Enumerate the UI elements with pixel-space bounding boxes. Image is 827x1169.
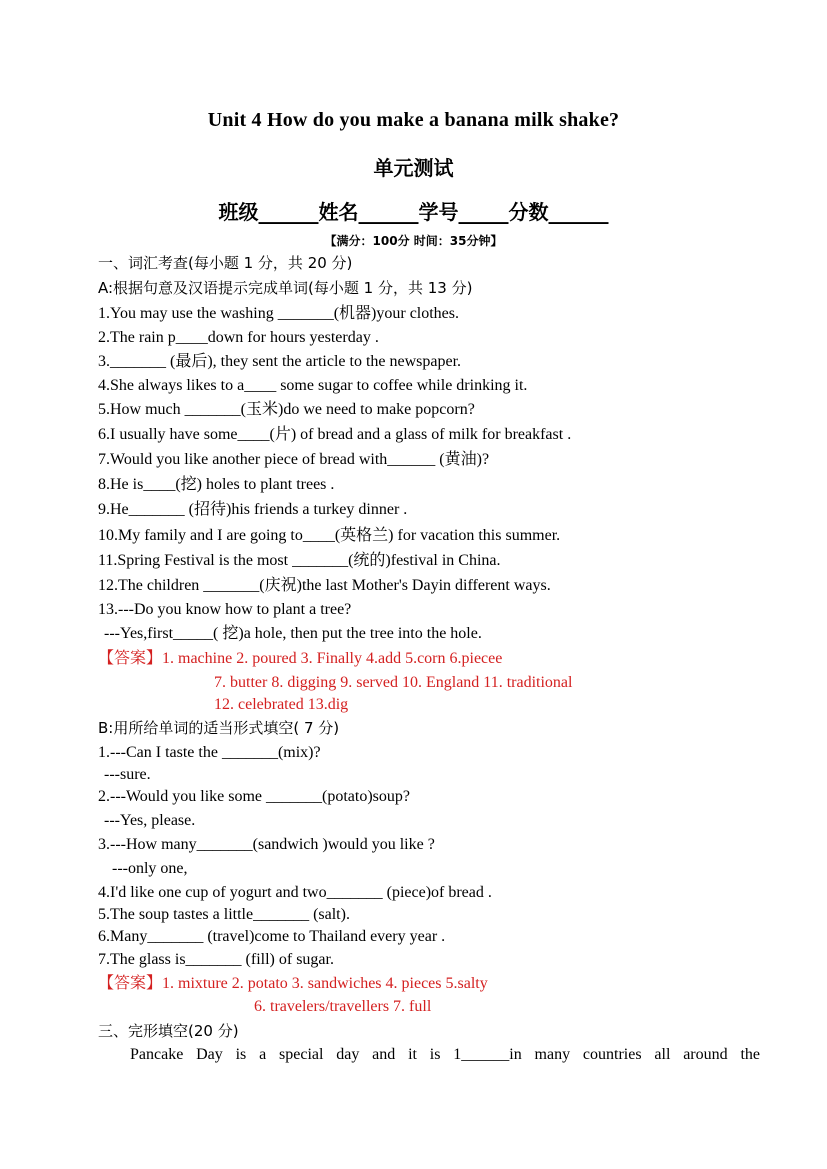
part-a-heading: A:根据句意及汉语提示完成单词(每小题 1 分，共 13 分): [98, 279, 473, 297]
question-a2: 2.The rain p____down for hours yesterday .: [98, 329, 379, 346]
question-a12: 12.The children _______(庆祝)the last Mother's Dayin different ways.: [98, 577, 551, 594]
cloze-passage-first-line: Pancake Day is a special day and it is 1______in many countries all around the: [130, 1046, 760, 1063]
question-a7: 7.Would you like another piece of bread with______ (黄油)?: [98, 451, 490, 468]
question-b2-reply: ---Yes, please.: [104, 812, 196, 829]
section-1-heading: 一、词汇考查(每小题 1 分，共 20 分): [98, 254, 353, 272]
question-a8: 8.He is____(挖) holes to plant trees .: [98, 476, 335, 493]
question-b7: 7.The glass is_______ (fill) of sugar.: [98, 951, 334, 968]
question-a13-answer-line: ---Yes,first_____( 挖)a hole, then put the tree into the hole.: [104, 625, 482, 642]
question-a10: 10.My family and I are going to____(英格兰) for vacation this summer.: [98, 527, 561, 544]
student-info-line: 班级______姓名______学号_____分数______: [218, 200, 609, 224]
section-3-heading: 三、完形填空(20 分): [98, 1022, 239, 1040]
page-subtitle: 单元测试: [373, 156, 454, 180]
score-time-note: 【满分：100分 时间：35分钟】: [324, 234, 503, 248]
question-b4: 4.I'd like one cup of yogurt and two_______ (piece)of bread .: [98, 884, 492, 901]
answer-key-b-line-2: 6. travelers/travellers 7. full: [254, 998, 432, 1015]
question-a5: 5.How much _______(玉米)do we need to make popcorn?: [98, 401, 475, 418]
question-a13: 13.---Do you know how to plant a tree?: [98, 601, 352, 618]
answer-key-a-line-2: 7. butter 8. digging 9. served 10. England 11. traditional: [214, 674, 573, 691]
answer-key-a-line-3: 12. celebrated 13.dig: [214, 696, 349, 713]
answer-key-a-line-1: 【答案】1. machine 2. poured 3. Finally 4.add 5.corn 6.piecee: [98, 650, 503, 667]
answer-key-b-line-1: 【答案】1. mixture 2. potato 3. sandwiches 4. pieces 5.salty: [98, 975, 488, 992]
question-a3: 3._______ (最后), they sent the article to the newspaper.: [98, 353, 462, 370]
question-a11: 11.Spring Festival is the most _______(统的)festival in China.: [98, 552, 501, 569]
question-a9: 9.He_______ (招待)his friends a turkey dinner .: [98, 501, 408, 518]
question-b1: 1.---Can I taste the _______(mix)?: [98, 744, 321, 761]
question-b3: 3.---How many_______(sandwich )would you like ?: [98, 836, 435, 853]
question-a6: 6.I usually have some____(片) of bread and a glass of milk for breakfast .: [98, 426, 572, 443]
page-title: Unit 4 How do you make a banana milk shake?: [207, 109, 620, 131]
question-b5: 5.The soup tastes a little_______ (salt).: [98, 906, 350, 923]
question-b3-reply: ---only one,: [112, 860, 188, 877]
question-a1: 1.You may use the washing _______(机器)your clothes.: [98, 305, 460, 322]
question-b6: 6.Many_______ (travel)come to Thailand every year .: [98, 928, 446, 945]
question-a4: 4.She always likes to a____ some sugar to coffee while drinking it.: [98, 377, 528, 394]
question-b2: 2.---Would you like some _______(potato)soup?: [98, 788, 410, 805]
question-b1-reply: ---sure.: [104, 766, 151, 783]
part-b-heading: B:用所给单词的适当形式填空( 7 分): [98, 719, 340, 737]
